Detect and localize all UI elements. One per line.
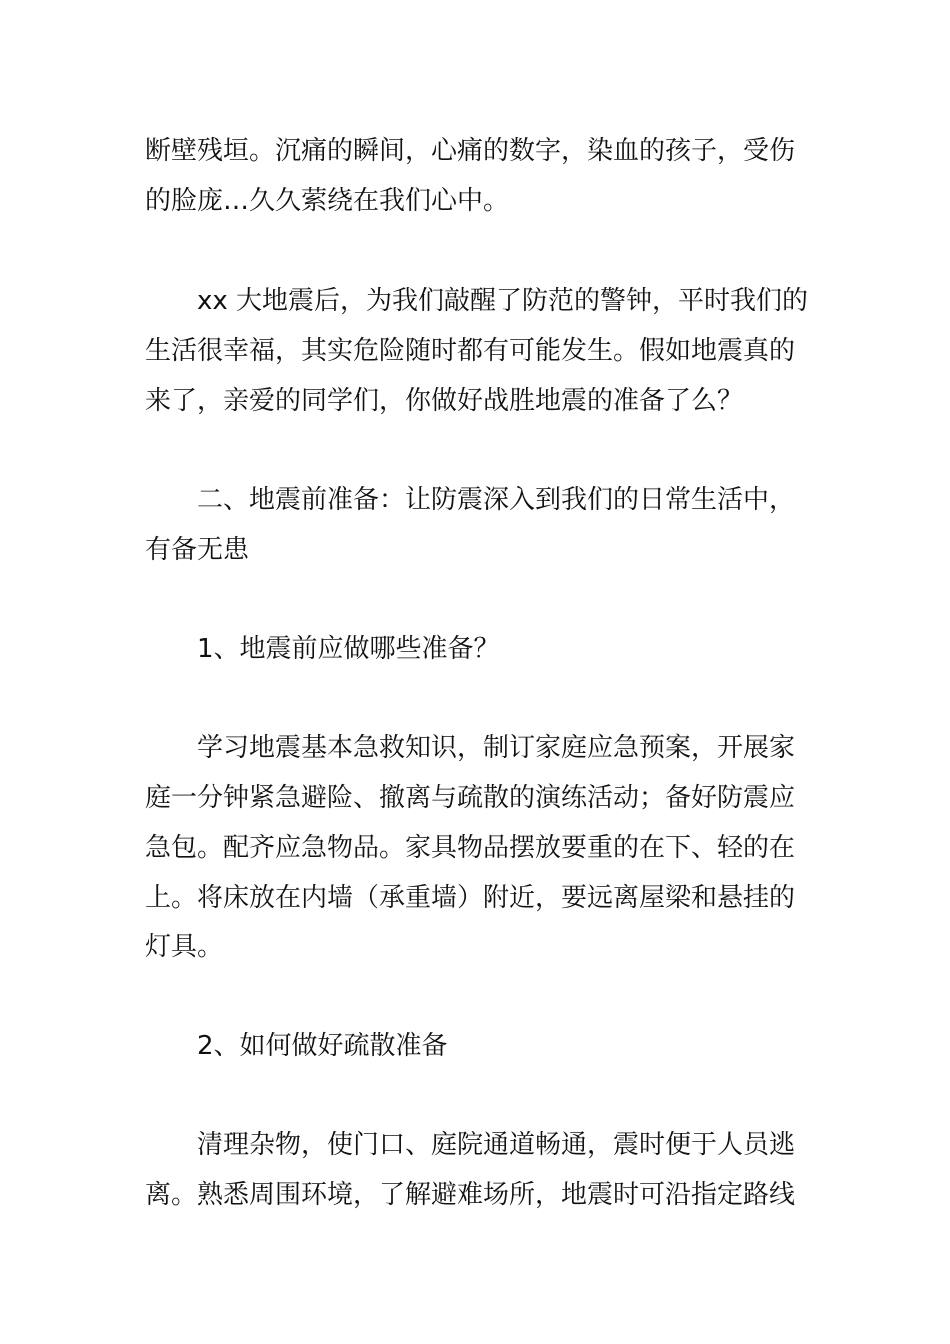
subheading-1: 1、地震前应做哪些准备？: [197, 634, 500, 664]
paragraph-2-line-3: 来了，亲爱的同学们，你做好战胜地震的准备了么？: [145, 386, 744, 416]
subheading-2: 2、如何做好疏散准备: [197, 1031, 448, 1061]
paragraph-3-line-2: 庭一分钟紧急避险、撤离与疏散的演练活动；备好防震应: [145, 783, 796, 813]
paragraph-1-line-2: 的脸庞…久久萦绕在我们心中。: [145, 186, 510, 216]
paragraph-2-line-2: 生活很幸福，其实危险随时都有可能发生。假如地震真的: [145, 336, 796, 366]
paragraph-3-line-1: 学习地震基本急救知识，制订家庭应急预案，开展家: [197, 733, 796, 763]
paragraph-1-line-1: 断壁残垣。沉痛的瞬间，心痛的数字，染血的孩子，受伤: [145, 136, 796, 166]
paragraph-2-line-1: xx 大地震后，为我们敲醒了防范的警钟，平时我们的: [197, 286, 809, 316]
paragraph-4-line-1: 清理杂物，使门口、庭院通道畅通，震时便于人员逃: [197, 1130, 796, 1160]
paragraph-3-line-4: 上。将床放在内墙（承重墙）附近，要远离屋梁和悬挂的: [145, 883, 796, 913]
paragraph-4-line-2: 离。熟悉周围环境，了解避难场所，地震时可沿指定路线: [145, 1180, 796, 1210]
section-heading-line-2: 有备无患: [145, 535, 250, 565]
paragraph-3-line-5: 灯具。: [145, 932, 224, 962]
section-heading-line-1: 二、地震前准备：让防震深入到我们的日常生活中，: [197, 485, 796, 515]
paragraph-3-line-3: 急包。配齐应急物品。家具物品摆放要重的在下、轻的在: [145, 833, 796, 863]
